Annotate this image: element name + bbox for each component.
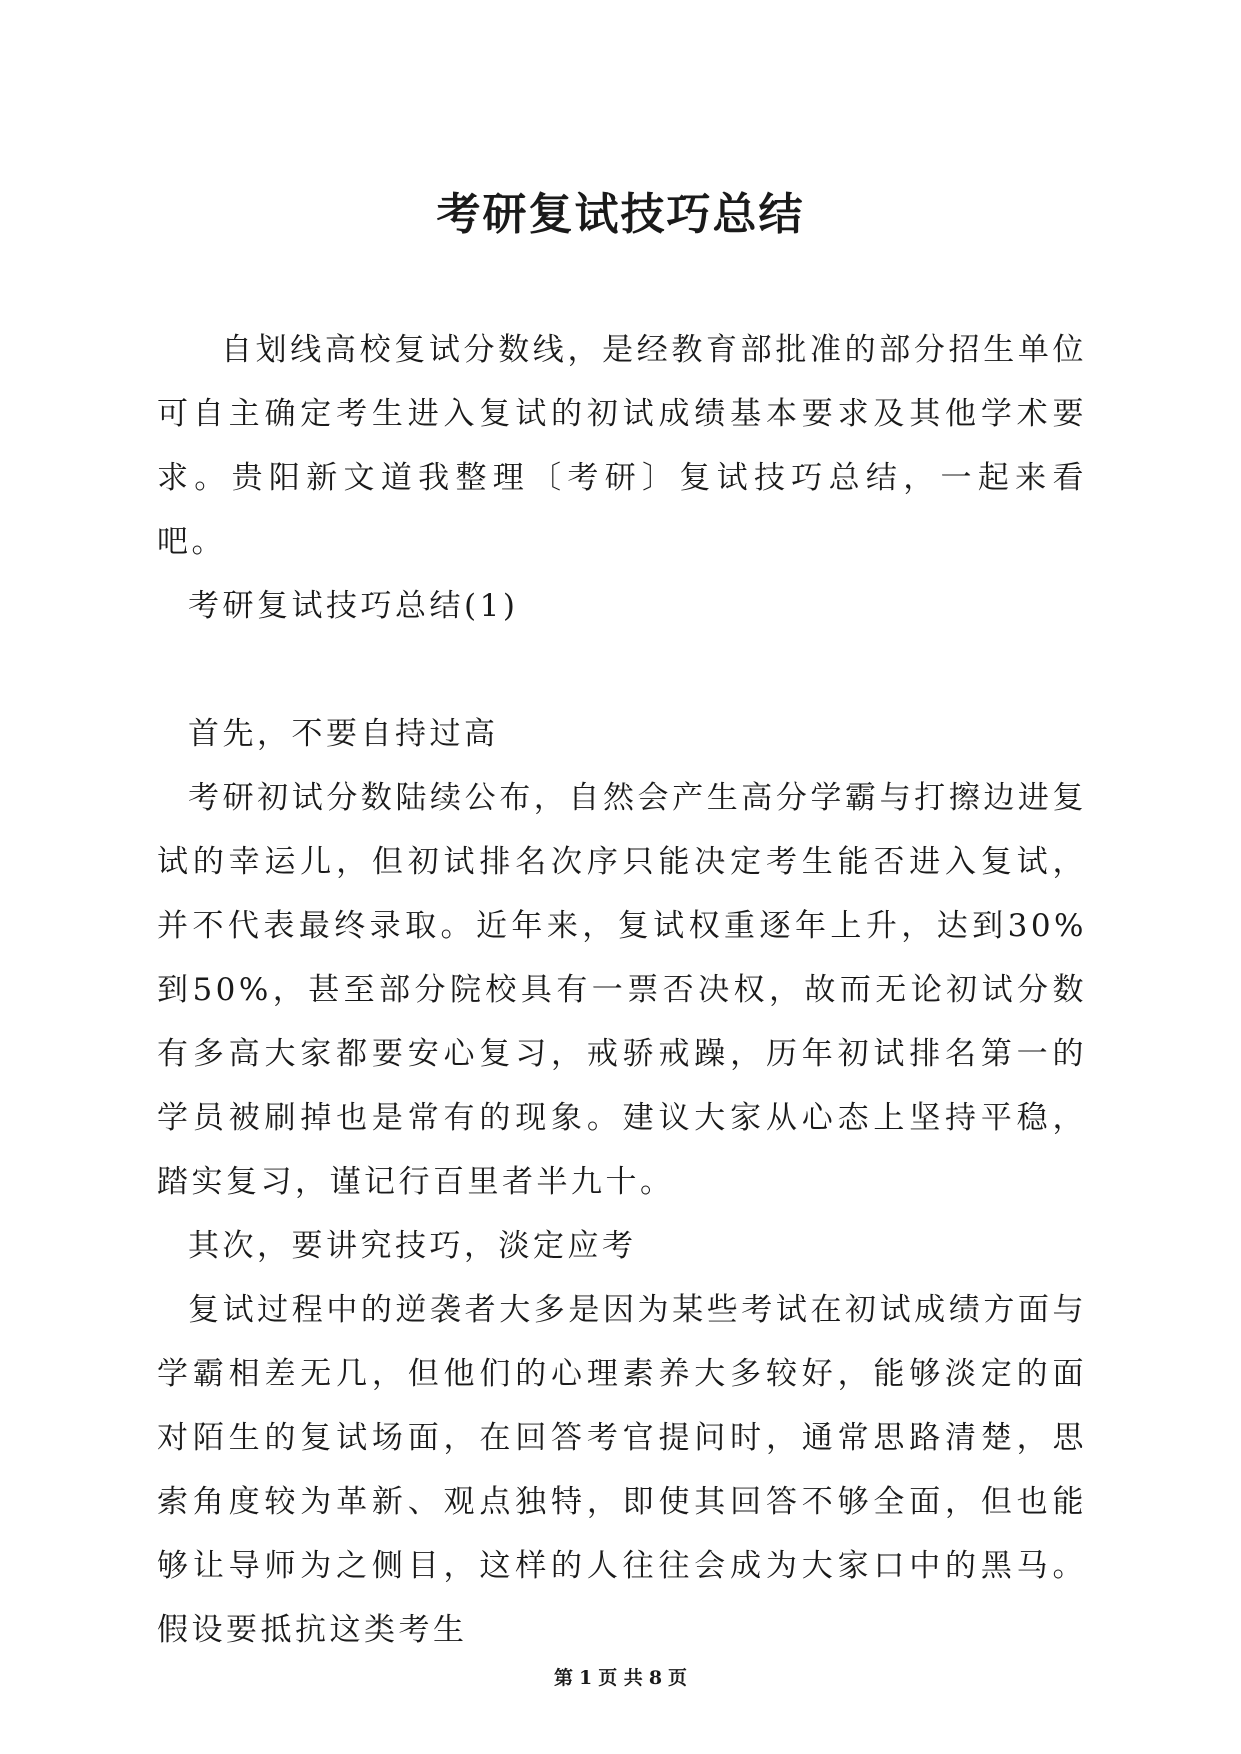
footer-prefix: 第 [553, 1667, 573, 1689]
document-body [157, 318, 1087, 1662]
intro-paragraph: 自划线高校复试分数线，是经教育部批准的部分招生单位可自主确定考生进入复试的初试成绩基本要求及其他学术要求。贵阳新文道我整理〔考研〕复试技巧总结，一起来看吧。 [157, 332, 1087, 560]
body-paragraph-second: 复试过程中的逆袭者大多是因为某些考试在初试成绩方面与学霸相差无几，但他们的心理素养大多较好，能够淡定的面对陌生的复试场面，在回答考官提问时，通常思路清楚，思索角度较为革新、观点独特，即使其回答不够全面，但也能够让导师为之侧目，这样的人往往会成为大家口中的黑马。假设要抵抗这类考生 [157, 1292, 1087, 1648]
footer-total-pages: 8 [648, 1667, 663, 1689]
subheading-second: 其次，要讲究技巧，淡定应考 [188, 1228, 637, 1264]
footer-current-page: 1 [578, 1667, 593, 1689]
footer-middle: 页 共 [598, 1667, 643, 1689]
body-paragraph-first: 考研初试分数陆续公布，自然会产生高分学霸与打擦边进复试的幸运儿，但初试排名次序只能决定考生能否进入复试，并不代表最终录取。近年来，复试权重逐年上升，达到30%到50%，甚至部分院校具有一票否决权，故而无论初试分数有多高大家都要安心复习，戒骄戒躁，历年初试排名第一的学员被刷掉也是常有的现象。建议大家从心态上坚持平稳，踏实复习，谨记行百里者半九十。 [157, 780, 1087, 1200]
document-title: 考研复试技巧总结 [436, 189, 805, 240]
footer-suffix: 页 [668, 1667, 688, 1689]
page-footer [0, 1663, 1241, 1690]
subheading-first: 首先，不要自持过高 [188, 716, 499, 752]
section-heading: 考研复试技巧总结(1) [188, 588, 519, 624]
blank-line [157, 638, 1087, 702]
